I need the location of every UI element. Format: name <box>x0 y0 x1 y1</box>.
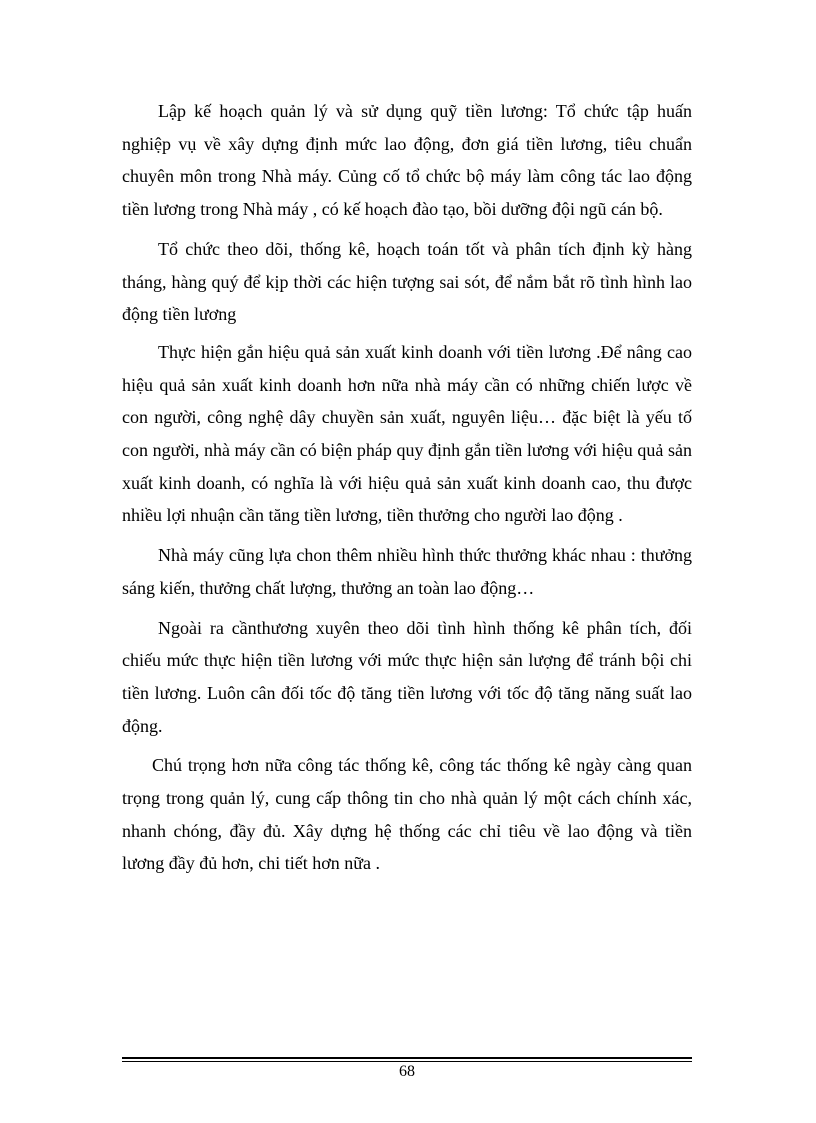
document-body <box>122 95 692 887</box>
footer-rule-thick <box>122 1057 692 1059</box>
page-number: 68 <box>399 1063 415 1080</box>
paragraph-reward-forms: Nhà máy cũng lựa chon thêm nhiều hình thức thưởng khác nhau : thưởng sáng kiến, thưởng chất lượng, thưởng an toàn lao động… <box>122 545 692 598</box>
paragraph-monitoring-statistics: Tổ chức theo dõi, thống kê, hoạch toán tốt và phân tích định kỳ hàng tháng, hàng quý để kịp thời các hiện tượng sai sót, để nắm bắt rõ tình hình lao động tiền lương <box>122 238 692 325</box>
paragraph-compare-salary-output: Ngoài ra cầnthương xuyên theo dõi tình hình thống kê phân tích, đối chiếu mức thực hiện tiền lương với mức thực hiện sản lượng để tránh bội chi tiền lương. Luôn cân đối tốc độ tăng tiền lương với tốc độ tăng năng suất lao động. <box>122 617 692 736</box>
paragraph-statistics-work: Chú trọng hơn nữa công tác thống kê, công tác thống kê ngày càng quan trọng trong quản lý, cung cấp thông tin cho nhà quản lý một cách chính xác, nhanh chóng, đầy đủ. Xây dựng hệ thống các chỉ tiêu về lao động và tiền lương đầy đủ hơn, chi tiết hơn nữa . <box>122 755 692 874</box>
paragraph-link-efficiency-salary: Thực hiện gắn hiệu quả sản xuất kinh doanh với tiền lương .Để nâng cao hiệu quả sản xuất kinh doanh hơn nữa nhà máy cần có những chiến lược về con người, công nghệ dây chuyền sản xuất, nguyên liệu… đặc biệt là yếu tố con người, nhà máy cần có biện pháp quy định gắn tiền lương với hiệu quả sản xuất kinh doanh, có nghĩa là với hiệu quả sản xuất kinh doanh cao, thu được nhiều lợi nhuận cần tăng tiền lương, tiền thưởng cho người lao động . <box>122 341 692 526</box>
paragraph-salary-fund-planning: Lập kế hoạch quản lý và sử dụng quỹ tiền lương: Tổ chức tập huấn nghiệp vụ về xây dựng định mức lao động, đơn giá tiền lương, tiêu chuẩn chuyên môn trong Nhà máy. Củng cố tổ chức bộ máy làm công tác lao động tiền lương trong Nhà máy , có kế hoạch đào tạo, bồi dưỡng đội ngũ cán bộ. <box>122 101 692 220</box>
